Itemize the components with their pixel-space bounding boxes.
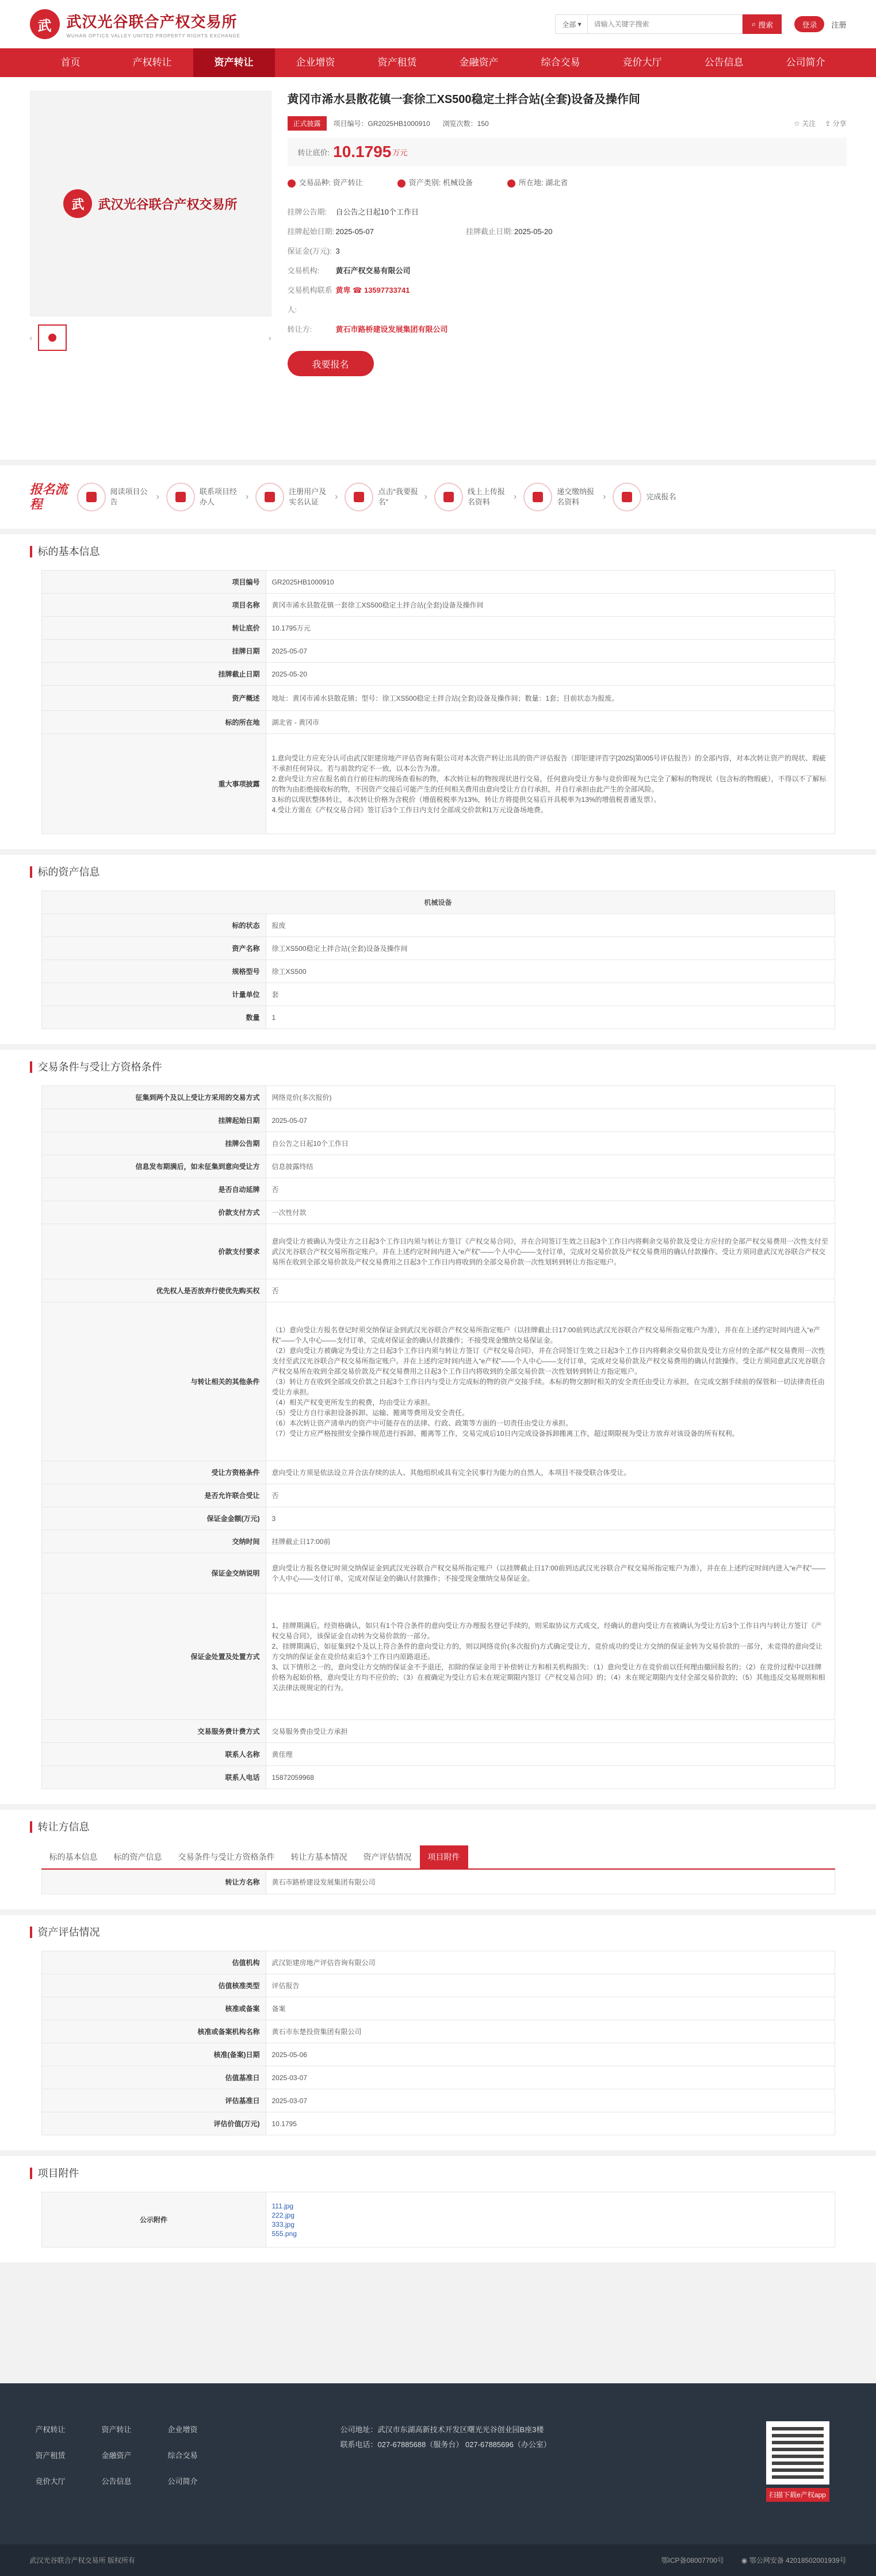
kv-label: 挂牌起始日期:: [287, 227, 335, 236]
section-title: 项目附件: [30, 2168, 847, 2179]
phone-icon: ☎: [353, 286, 362, 295]
kv-label: 保证金(万元):: [287, 247, 332, 255]
table-value: 徐工XS500: [266, 960, 835, 983]
table-key: 信息发布期满后，如未征集到意向受让方: [41, 1155, 266, 1178]
table-key: 估值核准类型: [41, 1974, 266, 1997]
nav-about[interactable]: 公司简介: [786, 57, 825, 68]
register-icon: [255, 483, 284, 511]
contact-phone: 13597733741: [364, 286, 410, 295]
table-value: 2025-05-06: [266, 2043, 835, 2066]
search-button[interactable]: [743, 14, 782, 34]
footer-bottom: [0, 2544, 876, 2576]
process-step-label: 完成报名: [646, 492, 676, 501]
icp-link[interactable]: 鄂ICP备08007700号: [661, 2556, 724, 2564]
table-key: 交易服务费计费方式: [41, 1720, 266, 1743]
kv-value: 自公告之日起10个工作日: [335, 208, 419, 216]
kv-label: 转让方:: [287, 325, 312, 334]
project-no-label: 项目编号：: [333, 120, 368, 128]
attachment-link[interactable]: 333.jpg: [271, 2220, 294, 2229]
tab-attachments[interactable]: 项目附件: [420, 1845, 468, 1868]
table-key: 核准或备案机构名称: [41, 2020, 266, 2043]
footer-link[interactable]: 产权转让: [35, 2425, 66, 2434]
section-asset-info: [0, 855, 876, 1044]
search-icon: ⌕: [751, 20, 756, 28]
attr-trade-type: [288, 177, 363, 188]
footer-link[interactable]: 竞价大厅: [35, 2477, 66, 2486]
table-key: 受让方资格条件: [41, 1461, 266, 1484]
qr-caption: 扫描下载e产权app: [766, 2488, 829, 2502]
table-value: 10.1795万元: [266, 617, 835, 640]
nav-announcements[interactable]: 公告信息: [704, 57, 744, 68]
arrow-right-icon: ›: [603, 492, 606, 502]
nav-asset-transfer[interactable]: 资产转让: [193, 48, 275, 77]
process-step-label: 点击“我要报名”: [378, 487, 418, 506]
nav-bidding-hall[interactable]: 竞价大厅: [622, 57, 662, 68]
search-scope-label: 全部: [562, 20, 576, 29]
search-input[interactable]: [587, 14, 743, 34]
share-label: 分享: [832, 120, 847, 128]
table-key: 公示附件: [41, 2192, 266, 2248]
process-step: [77, 483, 159, 511]
price-unit: 万元: [392, 148, 408, 157]
logo-icon: 武: [30, 9, 60, 39]
arrow-right-icon: ›: [156, 492, 159, 502]
section-tabs: [41, 1845, 835, 1870]
main-image[interactable]: [30, 91, 271, 316]
attr-label: 资产类别:: [408, 178, 441, 187]
section-appraisal: [0, 1915, 876, 2150]
footer-link[interactable]: 资产转让: [101, 2425, 132, 2434]
table-value: 黄佳理: [266, 1743, 835, 1766]
register-link[interactable]: 注册: [831, 20, 847, 29]
table-key: 挂牌日期: [41, 640, 266, 663]
table-value: 地址：黄冈市浠水县散花镇；型号：徐工XS500稳定土拌合站(全套)设备及操作间；数量：1套；目前状态为报废。: [266, 686, 835, 711]
attachment-link[interactable]: 555.png: [271, 2229, 297, 2238]
attr-value: 湖北省: [545, 178, 568, 187]
table-key: 保证金交纳说明: [41, 1553, 266, 1593]
table-value: 一次性付款: [266, 1201, 835, 1224]
prev-arrow-icon[interactable]: ‹: [29, 333, 33, 342]
search-scope-select[interactable]: 全部 ▾: [555, 14, 587, 34]
table-value: 网络竞价(多次报价): [266, 1086, 835, 1109]
footer-phone: 联系电话：027-67885688（服务台） 027-67885696（办公室）: [340, 2440, 551, 2449]
table-value: 2025-05-07: [266, 640, 835, 663]
process-step: [523, 483, 606, 511]
section-title: 交易条件与受让方资格条件: [30, 1061, 847, 1073]
table-value: 意向受让方被确认为受让方之日起3个工作日内须与转让方签订《产权交易合同》，并在合同签订生效之日起3个工作日内将剩余交易价款及受让方应付的全部产权交易费用一次性支付至武汉光谷联合产权交易所指定账户。并在上述约定时间内进入“e产权”——个人中心——支付订单，完成对交易价款及产权交易费用的确认付款操作。受让方须同意武汉光谷联合产权交易所在收到全部交易价款及产权交易费用之日起3个工作日内将收到的全部交易价款一次性划转到转让方指定账户。: [266, 1224, 835, 1279]
table-key: 挂牌截止日期: [41, 663, 266, 686]
table-key: 规格型号: [41, 960, 266, 983]
process-step: [166, 483, 248, 511]
kv-label: 挂牌公告期:: [287, 208, 327, 216]
process-step-label: 递交缴纳报名资料: [557, 487, 595, 506]
section-transferor: [0, 1810, 876, 1909]
kv-value: 2025-05-20: [514, 227, 553, 236]
price-value: 10.1795: [333, 143, 392, 160]
table-key: 联系人电话: [41, 1766, 266, 1789]
nav-capital-increase[interactable]: 企业增资: [296, 57, 335, 68]
table-key: 与转让相关的其他条件: [41, 1302, 266, 1461]
nav-equity-transfer[interactable]: 产权转让: [132, 57, 172, 68]
table-value: GR2025HB1000910: [266, 571, 835, 594]
tab-asset-info[interactable]: 标的资产信息: [113, 1852, 162, 1862]
project-title: 黄冈市浠水县散花镇一套徐工XS500稳定土拌合站(全套)设备及操作间: [287, 93, 640, 106]
arrow-right-icon: ›: [335, 492, 338, 502]
table-key: 核准(备案)日期: [41, 2043, 266, 2066]
table-value: 2025-05-20: [266, 663, 835, 686]
arrow-right-icon: ›: [424, 492, 427, 502]
table-key: 价款支付要求: [41, 1224, 266, 1279]
logo-icon: 武: [63, 189, 92, 218]
table-key: 项目编号: [41, 571, 266, 594]
logo-subtitle: WUHAN OPTICS VALLEY UNITED PROPERTY RIGHTS EXCHANGE: [66, 33, 240, 39]
tab-transferor-info[interactable]: 转让方基本情况: [290, 1852, 347, 1862]
nav-comprehensive[interactable]: 综合交易: [541, 57, 580, 68]
table-key: 标的所在地: [41, 711, 266, 734]
table-value: 交易服务费由受让方承担: [266, 1720, 835, 1743]
key-info: [288, 202, 847, 339]
app-qr: [766, 2421, 829, 2502]
check-icon: [613, 483, 641, 511]
table-key: 估值机构: [41, 1951, 266, 1974]
table-value: 10.1795: [266, 2112, 835, 2135]
table-value: 1: [266, 1006, 835, 1029]
asset-info-table: [41, 890, 835, 1029]
attr-label: 所在地:: [519, 178, 544, 187]
process-label: 报名流程: [29, 482, 68, 511]
kv-value: 2025-05-07: [335, 227, 374, 236]
table-key: 转让方名称: [41, 1870, 266, 1894]
main-image-logo-text: 武汉光谷联合产权交易所: [98, 197, 238, 212]
price-box: [288, 137, 847, 166]
submit-icon: [523, 483, 552, 511]
section-title: 标的资产信息: [30, 866, 847, 878]
kv-value: 3: [335, 247, 340, 255]
contact-name: 黄卑: [335, 286, 351, 295]
search-bar: [555, 14, 782, 34]
table-key: 挂牌起始日期: [41, 1109, 266, 1132]
footer-link[interactable]: 公告信息: [101, 2477, 132, 2486]
table-key: 资产名称: [41, 937, 266, 960]
table-value: 否: [266, 1178, 835, 1201]
image-gallery: [30, 91, 271, 376]
table-value: 1.意向受让方应充分认可由武汉钜建房地产评估咨询有限公司对本次资产转让出具的资产评估报告（即钜建评咨字[2025]第005号评估报告）的全部内容，对本次转让资产的现状、瑕疵不承担任何异议。若与前款约定不一致，以本公告为准。 2.意向受让方应在报名前自行前往标的现场查看标的物，本次转让标的物按现状进行交易，任何意向受让方参与竞价即视为已完全了解标的物现状（包含标的物瑕疵），不得以不了解标的物为由拒绝接收标的物，不因资产交接后可能产生的任何相关费用由意向受让方自行承担，并自行承担由此产生的全部风险。 3.标的以现状整体转让，本次转让价格为含税价（增值税税率为13%，转让方将提供交易后开具税率为13%的增值税普通发票）。 4.受让方需在《产权交易合同》签订后3个工作日内支付全部成交价款和1万元设备场地费。: [266, 734, 835, 834]
table-value: 否: [266, 1279, 835, 1302]
views-label: 浏览次数：: [442, 120, 477, 128]
table-value: 湖北省 - 黄冈市: [266, 711, 835, 734]
project-detail: [0, 77, 876, 460]
table-key: 挂牌公告期: [41, 1132, 266, 1155]
table-value: 1、挂牌期满后，经资格确认，如只有1个符合条件的意向受让方办理报名登记手续的，则采取协议方式成交，经确认的意向受让方在被确认为受让方后3个工作日内与转让方签订《产权交易合同》，该保证金自动转为交易价款的一部分。 2、挂牌期满后，如征集到2个及以上符合条件的意向受让方的，则以网络竞价(多次报价)方式确定受让方，竞价成功的受让方交纳的保证金转为交易价款的一部分，未竞得的意向受让方交纳的保证金在竞价结束后3个工作日内原路退还。 3、以下情形之一的，意向受让方交纳的保证金不予退还，扣除的保证金用于补偿转让方和相关机构损失：（1）意向受让方在竞价前以任何理由撤回报名的；（2）在竞价过程中以挂牌价格为起始价格，意向受让方均不应价的；（3）在被确定为受让方后未在规定期限内签订《产权交易合同》的；（4）未在规定期限内支付全部交易价款的；（5）其他违反交易规则和相关法律法规规定的行为。: [266, 1593, 835, 1720]
footer-link[interactable]: 资产租赁: [35, 2451, 66, 2460]
logo-title: 武汉光谷联合产权交易所: [66, 13, 238, 31]
table-value: （1）意向受让方报名登记时须交纳保证金到武汉光谷联合产权交易所指定账户（以挂牌截止日17:00前到达武汉光谷联合产权交易所指定账户为准），并在在上述约定时间内进入“e产权”——个人中心——支付订单，完成对保证金的确认付款操作；不接受现金缴纳交易保证金。 （2）意向受让方被确定为受让方之日起3个工作日内须与转让方签订《产权交易合同》，并在合同签订生效之日起3个工作日内将剩余交易价款及受让方应付的全部产权交易费用一次性支付至武汉光谷联合产权交易所指定账户。并在上述约定时间内进入“e产权”——个人中心——支付订单，完成对交易价款及产权交易费用的确认付款操作。受让方须同意武汉光谷联合产权交易所在收到全部交易价款及产权交易费用之日起3个工作日内将收到的全部交易价款一次性划转到转让方指定账户。 （3）转让方在收到全部成交价款之日起3个工作日内与受让方完成标的物的资产交接手续。本标的物交割时相关的安全责任由受让方承担，在完成交割手续前的保管和一切法律责任由受让方承担。 （4）相关产权变更所发生的税费，均由受让方承担。 （5）受让方自行承担设备拆卸、运输、搬离等费用及安全责任。 （6）本次转让资产清单内的资产中可能存在的法律、行政、政策等方面的一切责任由受让方承担。 （7）受让方应严格按照安全操作规范进行拆卸、搬离等工作，交易完成后10日内完成设备拆卸搬离工作，超过期限视为受让方放弃对该设备的所有权利。: [266, 1302, 835, 1461]
attr-value: 资产转让: [332, 178, 363, 187]
table-value: 黄石市东楚投资集团有限公司: [266, 2020, 835, 2043]
kv-value: 黄石市路桥建设发展集团有限公司: [335, 325, 448, 334]
table-key: 转让底价: [41, 617, 266, 640]
table-key: 计量单位: [41, 983, 266, 1006]
footer-address: 公司地址：武汉市东湖高新技术开发区曙光光谷创业园B座3楼: [340, 2425, 544, 2434]
table-key: 是否允许联合受让: [41, 1484, 266, 1507]
attachment-link[interactable]: 111.jpg: [271, 2202, 294, 2210]
footer-link[interactable]: 公司简介: [167, 2477, 198, 2486]
apply-process: [0, 465, 876, 529]
transferor-table: [41, 1870, 835, 1894]
section-trade-conditions: [0, 1050, 876, 1804]
process-step: [255, 483, 338, 511]
trade-type-icon: [288, 179, 296, 188]
footer-contact: [341, 2422, 551, 2452]
project-info: [288, 91, 847, 376]
views-count: 150: [477, 119, 489, 128]
police-text: 鄂公网安备 42018502001939号: [749, 2556, 847, 2564]
table-value: 武汉钜建房地产评估咨询有限公司: [266, 1951, 835, 1974]
arrow-right-icon: ›: [245, 492, 249, 502]
footer-links: [36, 2424, 234, 2486]
process-step: [613, 483, 688, 511]
kv-value: 黄石产权交易有限公司: [335, 266, 411, 275]
attachment-list: [266, 2192, 835, 2248]
table-value: 信息披露终结: [266, 1155, 835, 1178]
table-key: 重大事项披露: [41, 734, 266, 834]
tab-trade-conditions[interactable]: 交易条件与受让方资格条件: [178, 1852, 275, 1862]
apply-button[interactable]: 我要报名: [288, 351, 374, 376]
nav-home[interactable]: 首页: [60, 57, 81, 68]
search-button-label: 搜索: [758, 20, 774, 29]
table-key: 是否自动延牌: [41, 1178, 266, 1201]
tab-basic-info[interactable]: 标的基本信息: [49, 1852, 98, 1862]
basic-info-table: [41, 570, 835, 834]
process-step: [345, 483, 427, 511]
table-value: 2025-03-07: [266, 2089, 835, 2112]
kv-label: 交易机构:: [287, 266, 320, 275]
thumbnail-logo-icon: [48, 334, 56, 342]
attachment-link[interactable]: 222.jpg: [271, 2211, 294, 2219]
attribute-row: [288, 177, 847, 188]
footer: [0, 2383, 876, 2576]
share-icon: ⇪: [825, 120, 831, 128]
table-key: 征集到两个及以上受让方采用的交易方式: [41, 1086, 266, 1109]
favorite-button[interactable]: [794, 119, 816, 128]
site-logo[interactable]: [30, 9, 240, 39]
table-key: 核准或备案: [41, 1997, 266, 2020]
share-button[interactable]: [825, 119, 846, 128]
table-key: 标的状态: [41, 914, 266, 937]
police-badge-icon: ◉: [741, 2556, 748, 2564]
status-badge: 正式披露: [288, 116, 327, 131]
table-value: 15872059968: [266, 1766, 835, 1789]
nav-asset-lease[interactable]: 资产租赁: [377, 57, 417, 68]
main-nav: [0, 48, 876, 77]
attr-location: [507, 177, 568, 188]
table-key: 联系人名称: [41, 1743, 266, 1766]
tab-appraisal[interactable]: 资产评估情况: [363, 1852, 412, 1862]
table-value: 2025-05-07: [266, 1109, 835, 1132]
section-attachments: [0, 2156, 876, 2262]
asset-category-icon: [397, 179, 406, 188]
table-value: 2025-03-07: [266, 2066, 835, 2089]
login-button[interactable]: 登录: [794, 16, 824, 32]
table-value: 评估报告: [266, 1974, 835, 1997]
table-value: 套: [266, 983, 835, 1006]
table-key: 评估价值(万元): [41, 2112, 266, 2135]
process-step-label: 线上上传报名资料: [467, 487, 505, 506]
table-value: 挂牌截止日17:00前: [266, 1530, 835, 1553]
arrow-right-icon: ›: [513, 492, 517, 502]
price-label: 转让底价:: [297, 148, 330, 157]
process-step-label: 联系项目经办人: [199, 487, 237, 506]
kv-label: 交易机构联系人:: [287, 286, 332, 314]
section-title: 转让方信息: [30, 1821, 847, 1833]
table-value: 黄石市路桥建设发展集团有限公司: [266, 1870, 835, 1894]
thumbnail[interactable]: [38, 324, 67, 351]
table-key: 交纳时间: [41, 1530, 266, 1553]
table-key: 资产概述: [41, 686, 266, 711]
attr-asset-category: [397, 177, 473, 188]
footer-link[interactable]: 金融资产: [101, 2451, 132, 2460]
table-value: 报废: [266, 914, 835, 937]
click-icon: [345, 483, 373, 511]
process-step-label: 注册用户及实名认证: [289, 487, 327, 506]
table-value: 3: [266, 1507, 835, 1530]
table-key: 优先权人是否放弃行使优先购买权: [41, 1279, 266, 1302]
table-key: 保证金金额(万元): [41, 1507, 266, 1530]
thumbnail-strip: [30, 324, 271, 351]
attr-value: 机械设备: [443, 178, 473, 187]
favorite-label: 关注: [802, 120, 816, 128]
table-key: 数量: [41, 1006, 266, 1029]
table-key: 评估基准日: [41, 2089, 266, 2112]
attr-label: 交易品种:: [299, 178, 331, 187]
trade-conditions-table: [41, 1086, 835, 1789]
table-key: 保证金处置及处置方式: [41, 1593, 266, 1720]
section-basic-info: [0, 534, 876, 849]
copyright: 武汉光谷联合产权交易所 版权所有: [29, 2556, 135, 2564]
star-icon: ☆: [793, 120, 800, 128]
contact-icon: [166, 483, 195, 511]
appraisal-table: [41, 1951, 835, 2135]
table-value: 徐工XS500稳定土拌合站(全套)设备及操作间: [266, 937, 835, 960]
table-key: 项目名称: [41, 594, 266, 617]
top-bar: [0, 0, 876, 48]
table-header: 机械设备: [41, 891, 835, 914]
table-value: 备案: [266, 1997, 835, 2020]
qr-code-icon: [766, 2421, 829, 2485]
table-value: 否: [266, 1484, 835, 1507]
table-value: 黄冈市浠水县散花镇一套徐工XS500稳定土拌合站(全套)设备及操作间: [266, 594, 835, 617]
next-arrow-icon[interactable]: ›: [268, 333, 271, 342]
nav-financial-assets[interactable]: 金融资产: [459, 57, 499, 68]
read-icon: [77, 483, 106, 511]
table-value: 意向受让方报名登记时须交纳保证金到武汉光谷联合产权交易所指定账户（以挂牌截止日17:00前到达武汉光谷联合产权交易所指定账户为准），并在在上述约定时间内进入“e产权”——个人中心——支付订单，完成对保证金的确认付款操作；不接受现金缴纳交易保证金。: [266, 1553, 835, 1593]
table-value: 自公告之日起10个工作日: [266, 1132, 835, 1155]
kv-label: 挂牌截止日期:: [466, 227, 513, 236]
footer-link[interactable]: 企业增资: [167, 2425, 198, 2434]
section-title: 标的基本信息: [30, 546, 847, 557]
table-key: 价款支付方式: [41, 1201, 266, 1224]
table-key: 估值基准日: [41, 2066, 266, 2089]
table-value: 意向受让方须是依法设立并合法存续的法人、其他组织或具有完全民事行为能力的自然人，本项目不接受联合体受让。: [266, 1461, 835, 1484]
footer-link[interactable]: 综合交易: [167, 2451, 198, 2460]
upload-icon: [434, 483, 463, 511]
project-no: GR2025HB1000910: [368, 119, 430, 128]
police-link[interactable]: [741, 2555, 847, 2565]
process-step-label: 阅读项目公告: [110, 487, 148, 506]
location-icon: [507, 179, 515, 188]
attachments-table: [41, 2192, 835, 2248]
section-title: 资产评估情况: [30, 1927, 847, 1938]
process-step: [434, 483, 517, 511]
